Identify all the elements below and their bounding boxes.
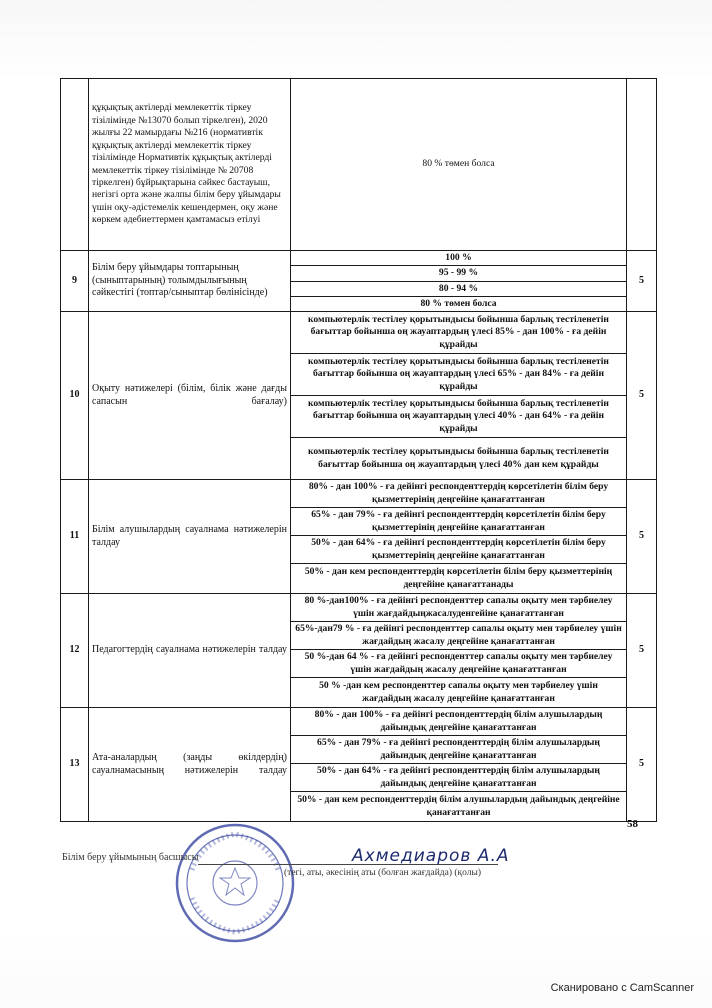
criterion-cell: 95 - 99 % — [291, 266, 627, 281]
points-cell: 5 — [627, 312, 657, 480]
scanner-watermark: Сканировано с CamScanner — [550, 982, 694, 994]
criterion-cell: 80 %-дан100% - ға дейінгі респонденттер сапалы оқыту мен тәрбиелеу үшін жағдайдыңжасалуденгейіне қанағаттанған — [291, 594, 627, 622]
table-row-continuation — [61, 79, 657, 251]
table-row — [61, 594, 657, 622]
page-number: 58 — [627, 818, 638, 830]
criterion-cell: 50% - дан кем респонденттердің көрсетілетін білім беру қызметтерінің деңгейіне қанағаттанады — [291, 564, 627, 594]
indicator-name: Білім беру ұйымдары топтарының (сыныптарының) толымдылығының сәйкестігі (топтар/сыныптар бөлінісінде) — [89, 251, 291, 312]
criterion-cell: 100 % — [291, 251, 627, 266]
criterion-cell: компьютерлік тестілеу қорытындысы бойынша барлық тестіленетін бағыттар бойынша оң жауаптардың үлесі 40% - дан 64% - ға дейін құрайды — [291, 396, 627, 438]
row-number: 13 — [61, 708, 89, 822]
table-row — [61, 251, 657, 266]
points-cell: 5 — [627, 251, 657, 312]
points-cell — [627, 79, 657, 251]
criterion-cell: 80% - дан 100% - ға дейінгі респонденттердің білім алушылардың дайындық деңгейіне қанағаттанған — [291, 708, 627, 736]
row-number: 9 — [61, 251, 89, 312]
criterion-cell: 80 - 94 % — [291, 281, 627, 296]
points-cell: 5 — [627, 708, 657, 822]
points-cell: 5 — [627, 594, 657, 708]
indicator-name: Ата-аналардың (заңды өкілдердің) сауалнамасының нәтижелерін талдау — [89, 708, 291, 822]
signature-label: Білім беру ұйымының басшысы — [62, 852, 199, 863]
criterion-cell: 50 % -дан кем респонденттер сапалы оқыту мен тәрбиелеу үшін жағдайдың жасалу деңгейіне қанағаттанған — [291, 678, 627, 708]
indicator-name: Педагогтердің сауалнама нәтижелерін талдау — [89, 594, 291, 708]
criterion-cell: 50% - дан 64% - ға дейінгі респонденттердің білім алушылардың дайындық деңгейіне қанағаттанған — [291, 764, 627, 792]
criterion-cell: 50% - дан кем респонденттердің білім алушылардың дайындық деңгейіне қанағаттанған — [291, 792, 627, 822]
criterion-cell: компьютерлік тестілеу қорытындысы бойынша барлық тестіленетін бағыттар бойынша оң жауаптардың үлесі 65% - дан 84% - ға дейін құрайды — [291, 354, 627, 396]
points-cell: 5 — [627, 480, 657, 594]
criterion-cell: 65%-дан79 % - ға дейінгі респонденттер сапалы оқыту мен тәрбиелеу үшін жағдайдың жасалу деңгейіне қанағаттанған — [291, 622, 627, 650]
table-row — [61, 312, 657, 354]
table-row — [61, 480, 657, 508]
criterion-cell: 80 % төмен болса — [291, 296, 627, 311]
row-number: 10 — [61, 312, 89, 480]
signature-block — [62, 846, 542, 906]
criteria-table — [60, 78, 657, 822]
row-number-cell — [61, 79, 89, 251]
row-number: 11 — [61, 480, 89, 594]
signature-caption: (тегі, аты, әкесінің аты (болған жағдайда) (қолы) — [284, 868, 482, 878]
criterion-cell: 80% - дан 100% - ға дейінгі респонденттердің көрсетілетін білім беру қызметтерінің деңгейіне қанағаттанған — [291, 480, 627, 508]
criterion-cell: 50% - дан 64% - ға дейінгі респонденттердің көрсетілетін білім беру қызметтерінің деңгейіне қанағаттанған — [291, 536, 627, 564]
criterion-cell: 50 %-дан 64 % - ға дейінгі респонденттер сапалы оқыту мен тәрбиелеу үшін жағдайдың жасалу деңгейіне қанағаттанған — [291, 650, 627, 678]
indicator-name: құқықтық актілерді мемлекеттік тіркеу тізілімінде №13070 болып тіркелген), 2020 жылғы 22 мамырдағы №216 (нормативтік құқықтық актілерді мемлекеттік тіркеу тізілімінде Нормативтік құқықтық актілерді мемлекеттік тіркеу тізілімінде № 20708 тіркелген) бұйрықтарына сәйкес бастауыш, негізгі орта және жалпы білім беру ұйымдары үшін оқу-әдістемелік кешендермен, оқу және көркем әдебиеттермен қамтамасыз етілуі — [89, 79, 291, 251]
indicator-name: Оқыту нәтижелері (білім, білік және дағды сапасын бағалау) — [89, 312, 291, 480]
criterion-cell: 80 % төмен болса — [291, 79, 627, 251]
indicator-name: Білім алушылардың сауалнама нәтижелерін талдау — [89, 480, 291, 594]
criterion-cell: 65% - дан 79% - ға дейінгі респонденттердің білім алушылардың дайындық деңгейіне қанағаттанған — [291, 736, 627, 764]
row-number: 12 — [61, 594, 89, 708]
criterion-cell: 65% - дан 79% - ға дейінгі респонденттердің көрсетілетін білім беру қызметтерінің деңгейіне қанағаттанған — [291, 508, 627, 536]
table-row — [61, 708, 657, 736]
criterion-cell: компьютерлік тестілеу қорытындысы бойынша барлық тестіленетін бағыттар бойынша оң жауаптардың үлесі 40% дан кем құрайды — [291, 438, 627, 480]
criterion-cell: компьютерлік тестілеу қорытындысы бойынша барлық тестіленетін бағыттар бойынша оң жауаптардың үлесі 85% - дан 100% - ға дейін құрайды — [291, 312, 627, 354]
handwritten-signature: Ахмедиаров А.А — [352, 846, 510, 866]
